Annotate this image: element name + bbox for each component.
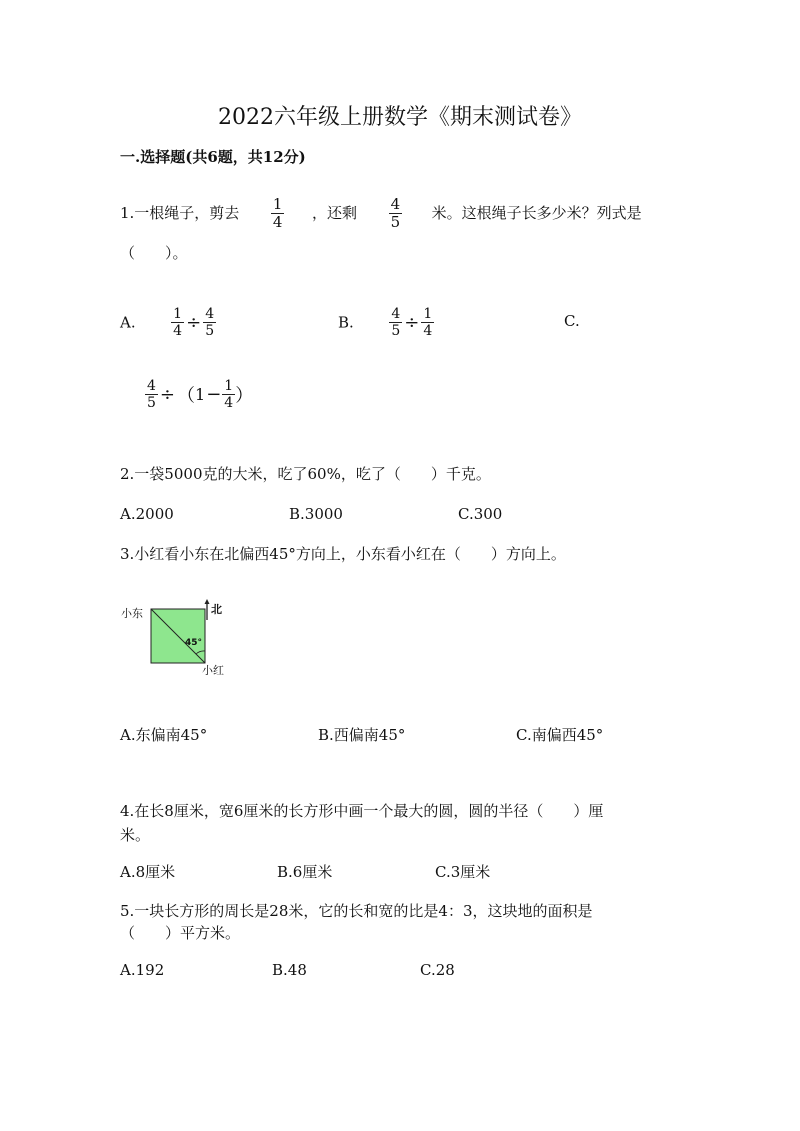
- question-2: 2.一袋5000克的大米，吃了60%，吃了（ ）千克。: [120, 465, 491, 483]
- q1-option-c-label: C.: [564, 312, 580, 330]
- question-4-line2: 米。: [120, 826, 151, 844]
- direction-diagram: [118, 598, 238, 682]
- question-3: 3.小红看小东在北偏西45°方向上，小东看小红在（ ）方向上。: [120, 545, 566, 563]
- q3-option-a: A.东偏南45°: [120, 726, 208, 744]
- question-1-line2: （ ）。: [120, 244, 188, 262]
- q2-option-b: B.3000: [289, 505, 343, 523]
- q1-b-frac2: $\frac{1}{4}$: [423, 306, 433, 340]
- q1-fraction-cut: $\frac{1}{4}$: [272, 195, 283, 232]
- q4-option-b: B.6厘米: [277, 863, 333, 881]
- north-arrow-head: [205, 599, 210, 604]
- q1-fraction-remain: $\frac{4}{5}$: [390, 195, 401, 232]
- q3-option-b: B.西偏南45°: [318, 726, 406, 744]
- q2-option-c: C.300: [458, 505, 503, 523]
- question-4-line1: 4.在长8厘米，宽6厘米的长方形中画一个最大的圆，圆的半径（ ）厘: [120, 802, 604, 820]
- label-angle: 45°: [185, 638, 203, 648]
- question-5-line1: 5.一块长方形的周长是28米，它的长和宽的比是4：3，这块地的面积是: [120, 902, 593, 920]
- question-5-line2: （ ）平方米。: [120, 924, 241, 942]
- q1-option-a: A. $\frac{1}{4}$ ÷ $\frac{4}{5}$: [120, 306, 215, 340]
- q1-text-c: 米。这根绳子长多少米？列式是: [431, 203, 642, 222]
- q1-option-c-expr: $\frac{4}{5}$ ÷ （1− $\frac{1}{4}$ ）: [147, 378, 254, 412]
- q1-text-a: 1.一根绳子，剪去: [120, 203, 240, 222]
- q5-option-c: C.28: [420, 961, 455, 979]
- label-bei: 北: [211, 603, 222, 616]
- label-xiaohong: 小红: [202, 664, 224, 677]
- q1-a-frac2: $\frac{4}{5}$: [205, 306, 215, 340]
- page-title: 2022六年级上册数学《期末测试卷》: [218, 105, 582, 130]
- q1-a-frac1: $\frac{1}{4}$: [173, 306, 183, 340]
- q4-option-c: C.3厘米: [435, 863, 491, 881]
- q1-option-b: B. $\frac{4}{5}$ ÷ $\frac{1}{4}$: [338, 306, 433, 340]
- q3-option-c: C.南偏西45°: [516, 726, 604, 744]
- q1-b-frac1: $\frac{4}{5}$: [391, 306, 401, 340]
- q2-option-a: A.2000: [120, 505, 174, 523]
- q1-c-frac2: $\frac{1}{4}$: [224, 378, 234, 412]
- label-xiaodong: 小东: [121, 607, 143, 620]
- q4-option-a: A.8厘米: [120, 863, 176, 881]
- q5-option-a: A.192: [120, 961, 165, 979]
- section-heading: 一.选择题(共6题，共12分): [120, 148, 306, 166]
- q1-c-frac1: $\frac{4}{5}$: [147, 378, 156, 412]
- q5-option-b: B.48: [272, 961, 307, 979]
- question-1-line1: [120, 196, 642, 232]
- q1-text-b: ，还剩: [311, 203, 357, 222]
